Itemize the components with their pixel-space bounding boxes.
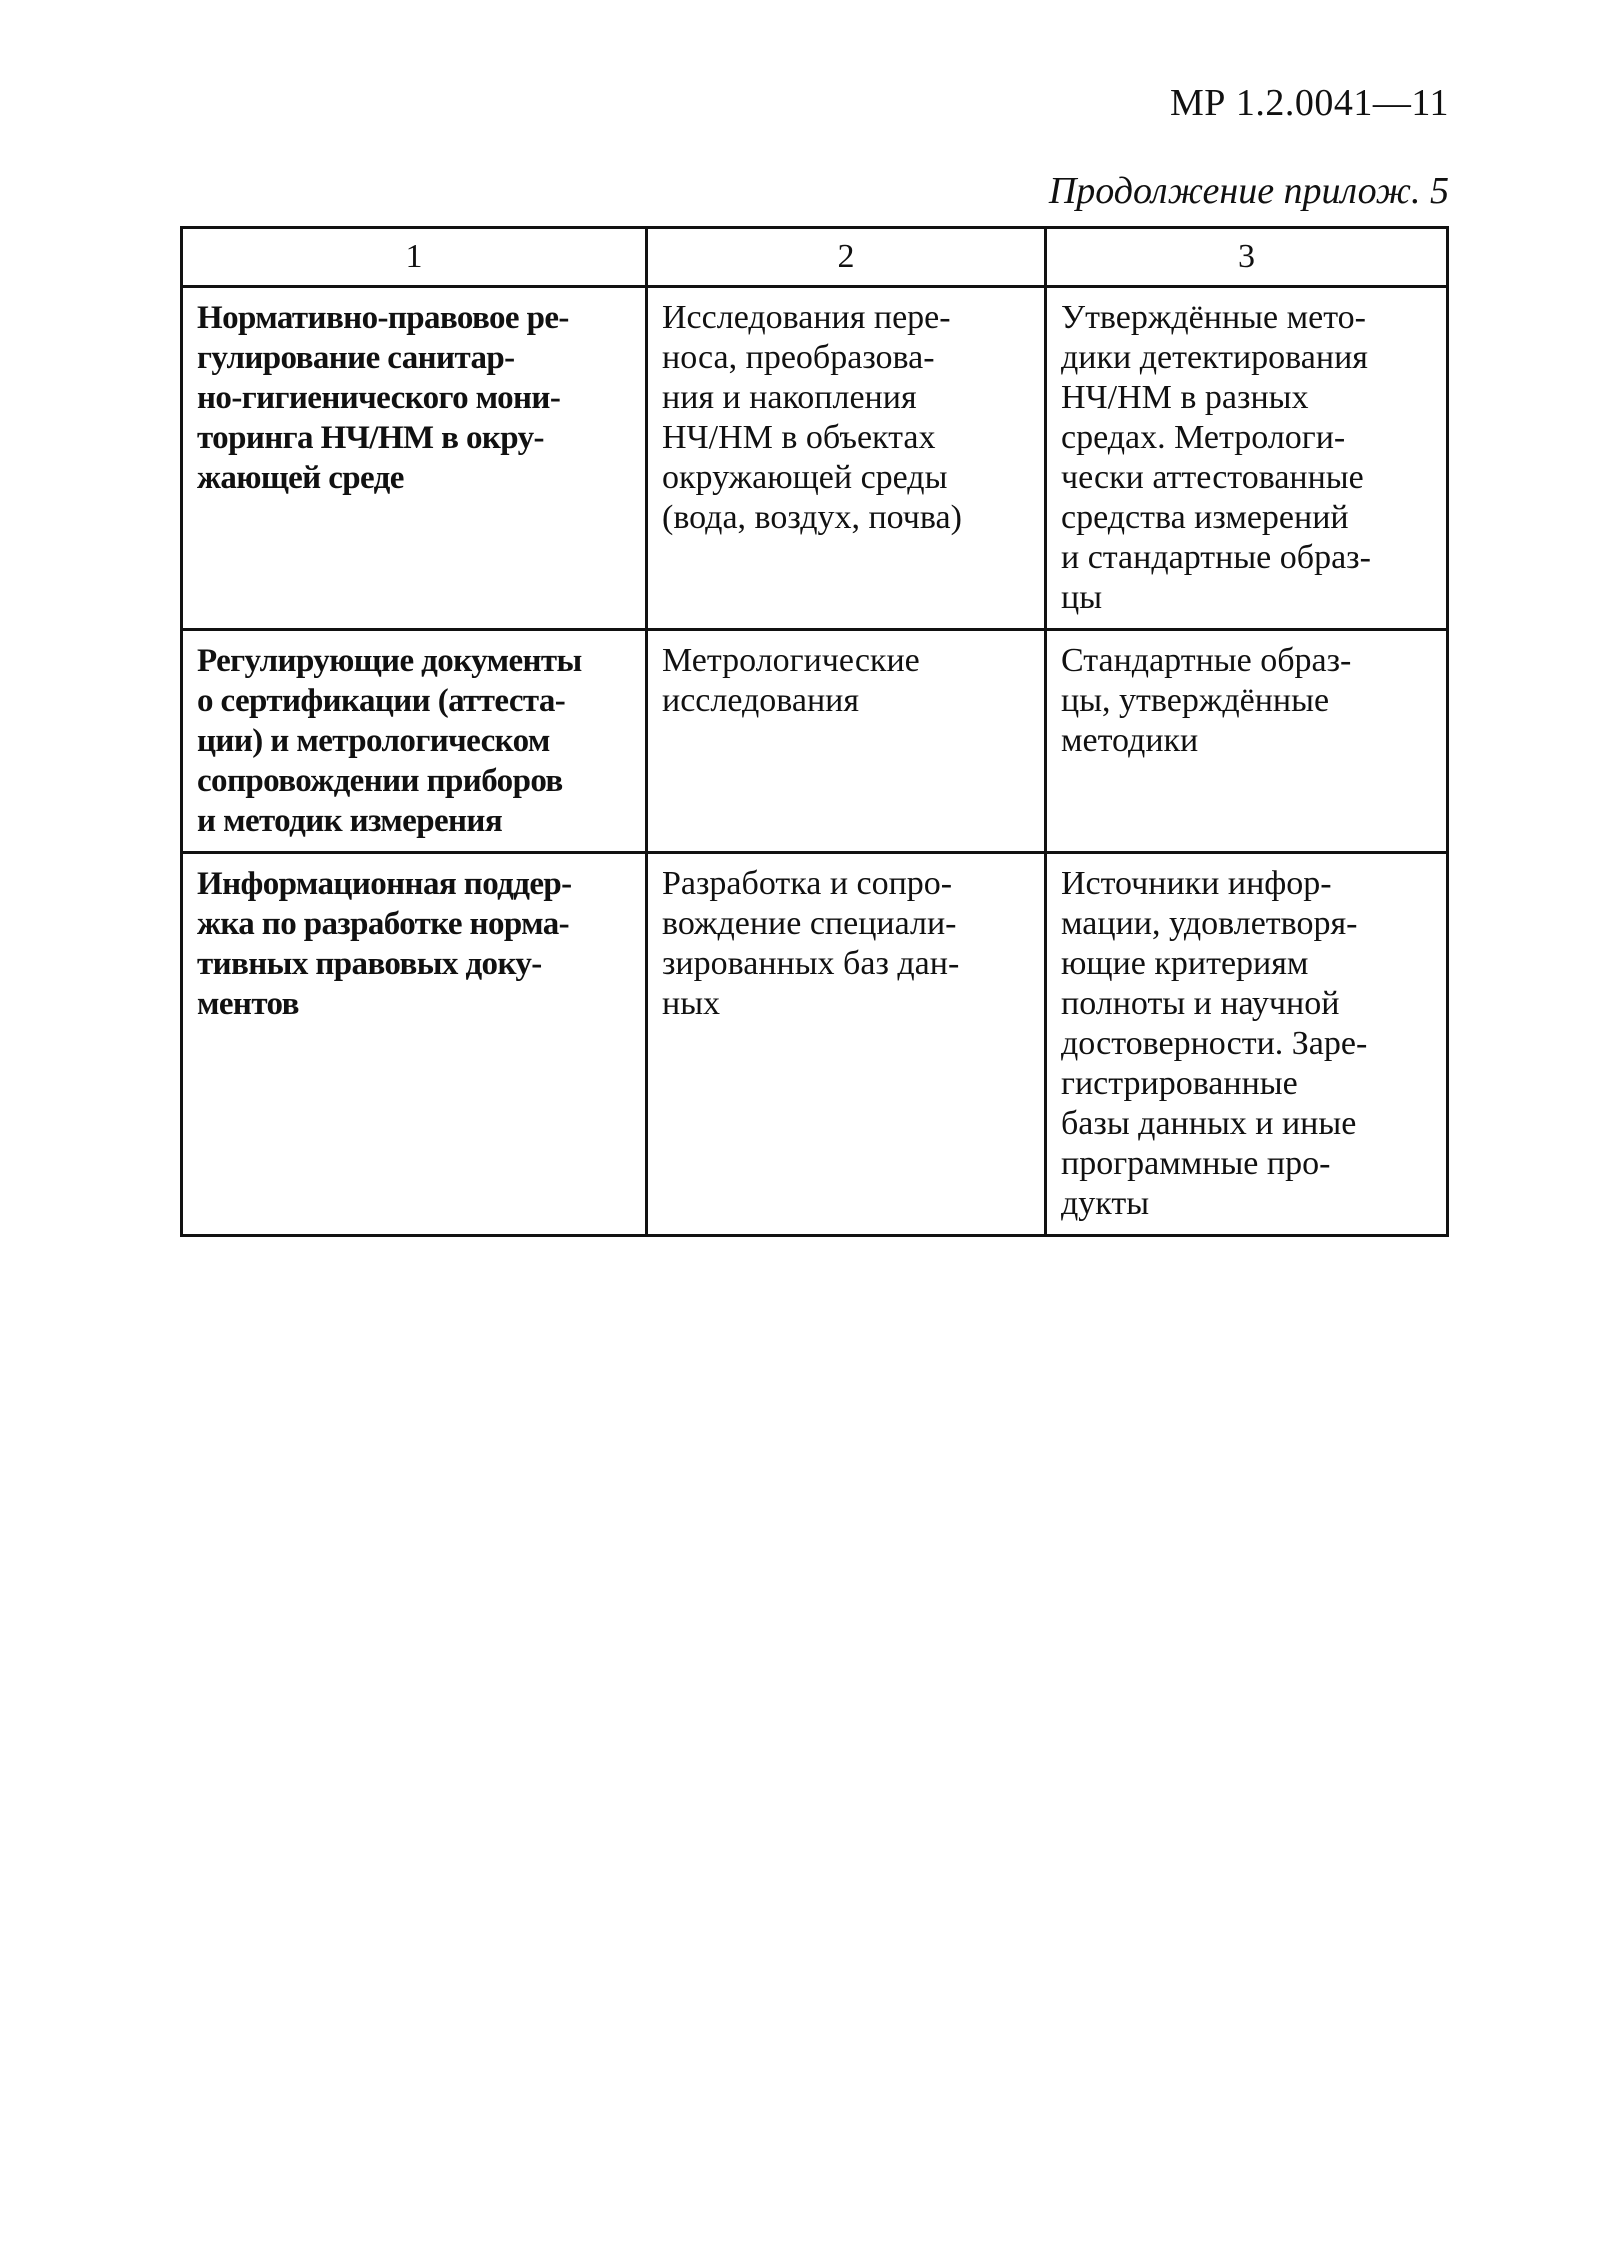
table-cell-topic: Информационная поддер- жка по разработке норма- тивных правовых доку- ментов [182, 853, 647, 1236]
table-row [182, 630, 1448, 853]
appendix-continuation-label: Продолжение прилож. 5 [1048, 170, 1449, 212]
appendix-table [180, 226, 1449, 1237]
table-cell-research: Разработка и сопро- вождение специали- зированных баз дан- ных [647, 853, 1046, 1236]
column-header-1: 1 [182, 228, 647, 287]
table-cell-research: Исследования пере- носа, преобразова- ния и накопления НЧ/НМ в объектах окружающей среды (вода, воздух, почва) [647, 287, 1046, 630]
table-row [182, 853, 1448, 1236]
column-header-2: 2 [647, 228, 1046, 287]
table-cell-topic: Регулирующие документы о сертификации (аттеста- ции) и метрологическом сопровождении приборов и методик измерения [182, 630, 647, 853]
table-header-row [182, 228, 1448, 287]
column-header-3: 3 [1046, 228, 1448, 287]
document-code: МР 1.2.0041—11 [1169, 82, 1449, 124]
table-cell-result: Стандартные образ- цы, утверждённые методики [1046, 630, 1448, 853]
table-cell-result: Утверждённые мето- дики детектирования НЧ/НМ в разных средах. Метрологи- чески аттестованные средства измерений и стандартные образ- цы [1046, 287, 1448, 630]
table-row [182, 287, 1448, 630]
table-cell-topic: Нормативно-правовое ре- гулирование санитар- но-гигиенического мони- торинга НЧ/НМ в окру- жающей среде [182, 287, 647, 630]
table-cell-result: Источники инфор- мации, удовлетворя- ющие критериям полноты и научной достоверности. Заре- гистрированные базы данных и иные программные про- дукты [1046, 853, 1448, 1236]
table-cell-research: Метрологические исследования [647, 630, 1046, 853]
